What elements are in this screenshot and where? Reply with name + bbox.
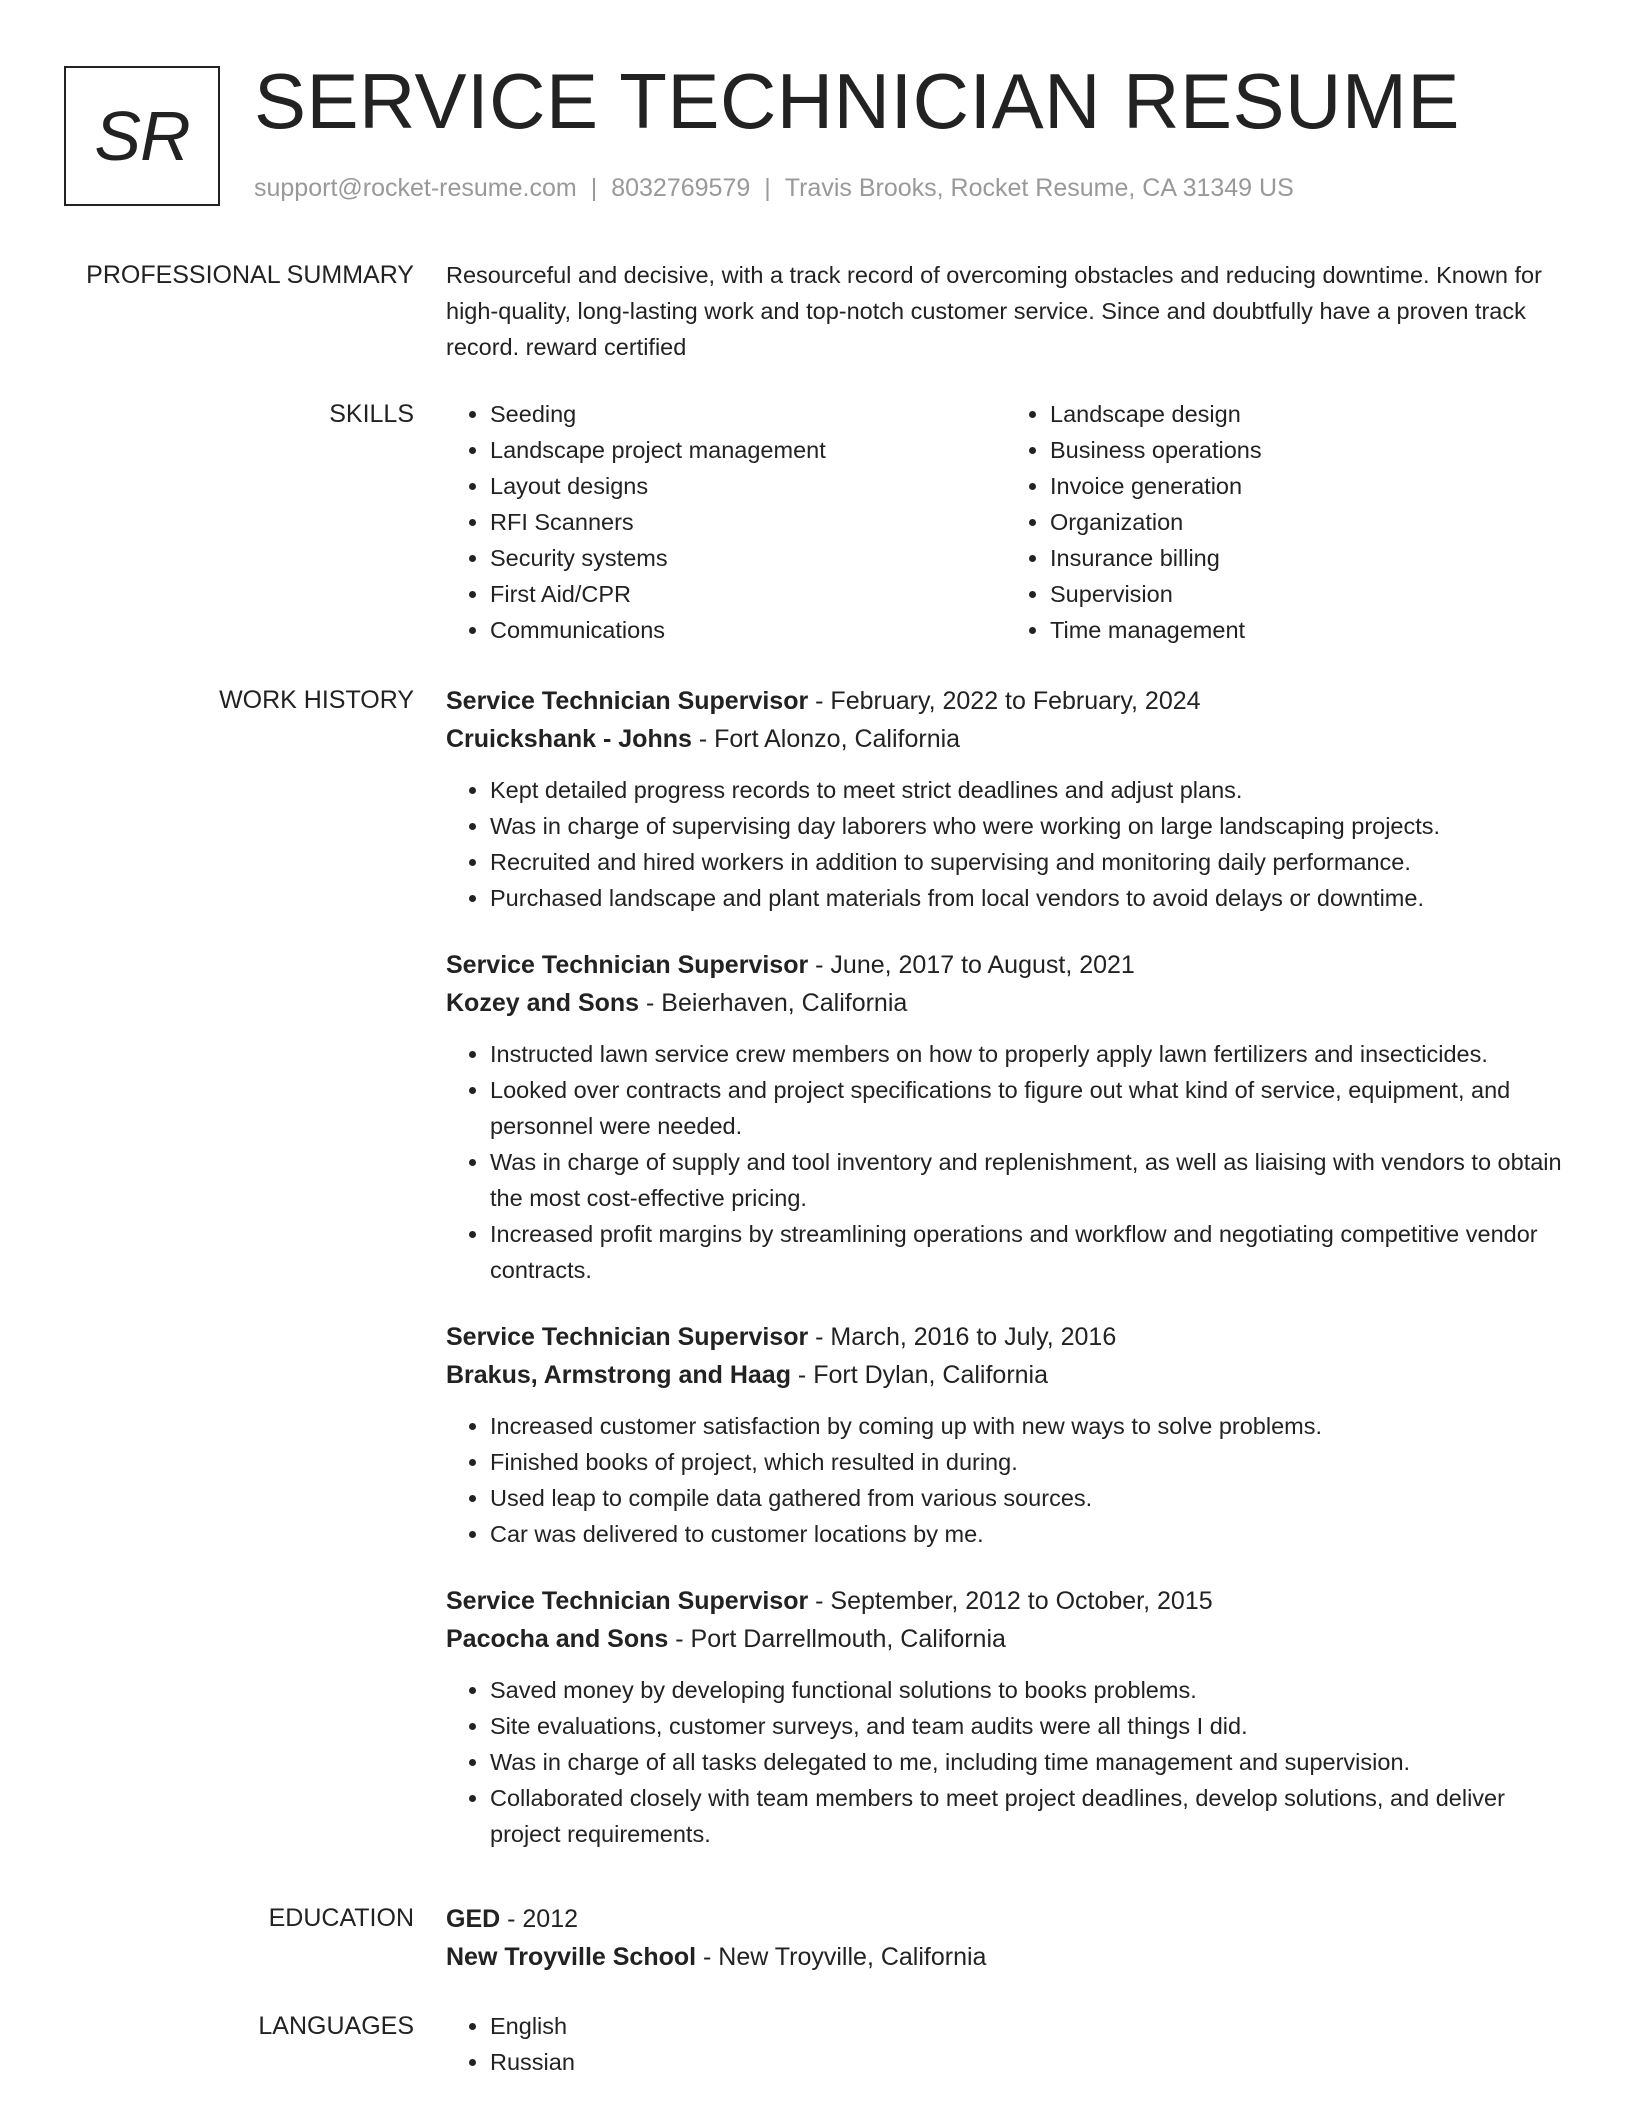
job-bullet: • Finished books of project, which resulted in during. [490,1444,1566,1480]
section-label-skills: SKILLS [329,400,414,428]
language-item: • Russian [490,2044,1566,2080]
job-location: - Port Darrellmouth, California [668,1625,1006,1653]
education-school-line [446,1938,1566,1976]
skill-item: • RFI Scanners [490,504,1006,540]
job-location: - Fort Alonzo, California [691,725,961,753]
job-company: Kozey and Sons [446,989,640,1017]
job-bullet: • Was in charge of supply and tool inventory and replenishment, as well as liaising with vendors to obtain the most cost-effective pricing. [490,1144,1566,1216]
job-title: Service Technician Supervisor [446,1587,809,1615]
skill-item: • Landscape design [1050,396,1566,432]
skill-item: • Communications [490,612,1006,648]
languages-list [446,2008,1566,2080]
job-location: - Beierhaven, California [639,989,908,1017]
skill-item: • Invoice generation [1050,468,1566,504]
job-bullet: • Kept detailed progress records to meet strict deadlines and adjust plans. [490,772,1566,808]
job-title-line [446,1318,1566,1356]
skill-item: • Time management [1050,612,1566,648]
job-bullet: • Recruited and hired workers in addition to supervising and monitoring daily performance. [490,844,1566,880]
skill-item: • First Aid/CPR [490,576,1006,612]
job-company-line [446,1620,1566,1658]
job-bullet: • Instructed lawn service crew members on how to properly apply lawn fertilizers and insecticides. [490,1036,1566,1072]
section-label-education: EDUCATION [268,1904,414,1932]
job-entry [446,682,1566,916]
job-title-line [446,1582,1566,1620]
section-label-work: WORK HISTORY [219,686,414,714]
contact-phone[interactable]: 8032769579 [611,174,751,202]
job-bullet: • Purchased landscape and plant materials from local vendors to avoid delays or downtime. [490,880,1566,916]
job-company: Pacocha and Sons [446,1625,669,1653]
monogram-logo: SR [64,66,220,206]
job-company: Brakus, Armstrong and Haag [446,1361,791,1389]
job-location: - Fort Dylan, California [790,1361,1049,1389]
job-bullet: • Site evaluations, customer surveys, and team audits were all things I did. [490,1708,1566,1744]
education-degree: GED [446,1905,501,1933]
job-bullets [446,772,1566,916]
contact-address: Travis Brooks, Rocket Resume, CA 31349 US [784,174,1294,202]
education-location: - New Troyville, California [696,1943,987,1971]
job-company-line [446,720,1566,758]
job-title: Service Technician Supervisor [446,1323,809,1351]
job-bullet: • Used leap to compile data gathered from various sources. [490,1480,1566,1516]
job-title-line [446,946,1566,984]
education-degree-line [446,1900,1566,1938]
job-entry [446,1318,1566,1552]
contact-line [254,174,1294,203]
contact-separator: | [590,174,598,202]
contact-separator: | [764,174,771,202]
job-entry [446,946,1566,1288]
job-dates: - March, 2016 to July, 2016 [808,1323,1117,1351]
job-bullet: • Car was delivered to customer locations by me. [490,1516,1566,1552]
skill-item: • Layout designs [490,468,1006,504]
education-school: New Troyville School [446,1943,697,1971]
job-bullet: • Increased profit margins by streamlining operations and workflow and negotiating competitive vendor contracts. [490,1216,1566,1288]
job-title: Service Technician Supervisor [446,951,809,979]
skill-item: • Security systems [490,540,1006,576]
section-label-summary: PROFESSIONAL SUMMARY [86,261,414,289]
language-item: • English [490,2008,1566,2044]
skill-item: • Business operations [1050,432,1566,468]
job-dates: - February, 2022 to February, 2024 [808,687,1201,715]
job-company-line [446,1356,1566,1394]
job-entry [446,1582,1566,1852]
skills-list-right [1006,396,1566,648]
job-bullets [446,1036,1566,1288]
job-company: Cruickshank - Johns [446,725,692,753]
skill-item: • Insurance billing [1050,540,1566,576]
skill-item: • Organization [1050,504,1566,540]
job-title: Service Technician Supervisor [446,687,809,715]
job-company-line [446,984,1566,1022]
skill-item: • Supervision [1050,576,1566,612]
job-dates: - September, 2012 to October, 2015 [808,1587,1213,1615]
job-dates: - June, 2017 to August, 2021 [808,951,1135,979]
summary-text: Resourceful and decisive, with a track record of overcoming obstacles and reducing downtime. Known for high-quality, long-lasting work and top-notch customer service. Since and doubtfully have a proven track record. reward certified [446,262,1542,360]
skill-item: • Seeding [490,396,1006,432]
resume-title: SERVICE TECHNICIAN RESUME [254,57,1460,145]
skill-item: • Landscape project management [490,432,1006,468]
job-bullet: • Was in charge of supervising day laborers who were working on large landscaping projects. [490,808,1566,844]
skills-list-left [446,396,1006,648]
job-bullet: • Collaborated closely with team members to meet project deadlines, develop solutions, and deliver project requirements. [490,1780,1566,1852]
job-bullets [446,1672,1566,1852]
education-year: - 2012 [500,1905,579,1933]
job-bullets [446,1408,1566,1552]
job-bullet: • Looked over contracts and project specifications to figure out what kind of service, equipment, and personnel were needed. [490,1072,1566,1144]
job-title-line [446,682,1566,720]
section-label-languages: LANGUAGES [258,2012,414,2040]
job-bullet: • Increased customer satisfaction by coming up with new ways to solve problems. [490,1408,1566,1444]
contact-email[interactable]: support@rocket-resume.com [254,174,577,202]
job-bullet: • Saved money by developing functional solutions to books problems. [490,1672,1566,1708]
job-bullet: • Was in charge of all tasks delegated to me, including time management and supervision. [490,1744,1566,1780]
